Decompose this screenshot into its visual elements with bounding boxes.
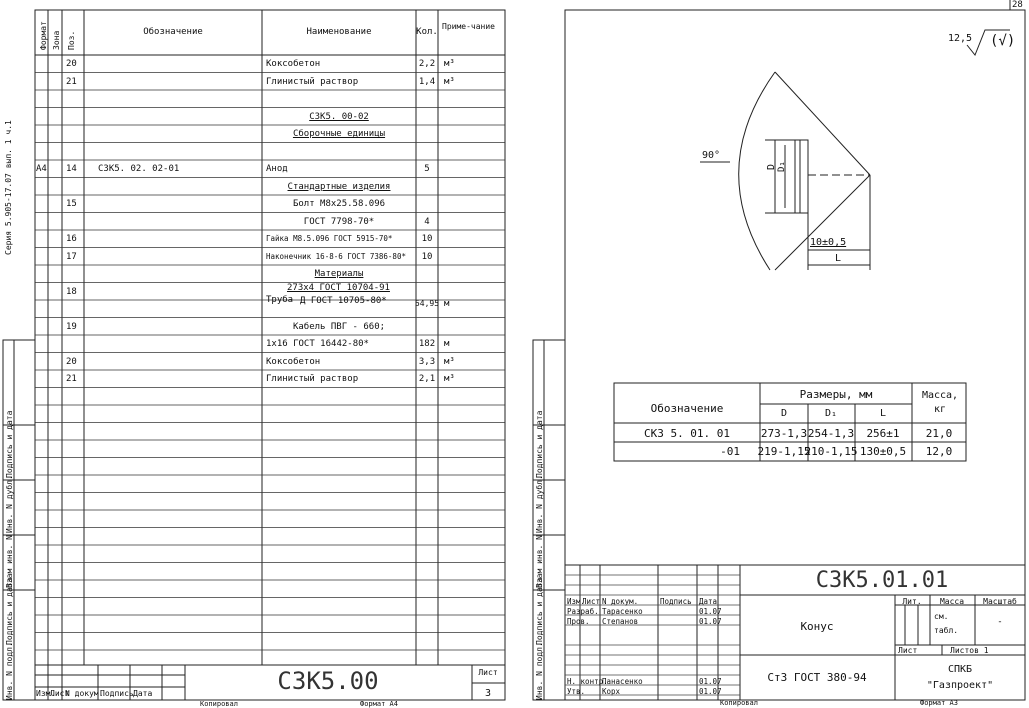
row-note: м [444, 298, 450, 309]
row-name: Кабель ПВГ - 660; [292, 321, 386, 332]
row-name: 1х16 ГОСТ 16442-80* [266, 339, 369, 349]
left-footer-copied: Копировал [200, 700, 238, 708]
right-side-stamp-3: Взам инв. N [535, 535, 544, 588]
row-name: СЗК5. 00-02 [309, 111, 369, 122]
role-date: 01.07 [699, 687, 722, 696]
tb-sheets: Листов 1 [950, 646, 989, 655]
header-name: Наименование [306, 27, 372, 37]
side-series: Серия 5.905-17.07 вып. 1 ч.1 [4, 120, 13, 255]
side-stamp-2: Подпись и дата [5, 577, 14, 645]
header-zone: Зона [52, 30, 61, 50]
tb-scale-val: - [997, 617, 1003, 627]
row-note: м [444, 339, 450, 349]
row-pos: 17 [66, 251, 77, 262]
param-cell-D: 273-1,3 [760, 427, 808, 440]
row-qty: 10 [421, 234, 433, 244]
right-footer-format: Формат А3 [920, 699, 958, 707]
sheet-number: 3 [484, 688, 492, 699]
param-cell-mass: 12,0 [925, 445, 953, 458]
param-h-sizes: Размеры, мм [799, 388, 873, 401]
side-stamp-4: Инв. N дубл. [5, 475, 14, 533]
param-h-designation: Обозначение [650, 402, 724, 415]
row-designation: СЗК5. 02. 02-01 [98, 164, 180, 174]
side-stamp-3: Взам инв. N [5, 535, 14, 588]
header-pos: Поз. [67, 30, 76, 50]
row-name: ГОСТ 7798-70* [303, 216, 375, 227]
row-name: Коксобетон [266, 356, 321, 367]
role-name: Степанов [602, 617, 639, 626]
row-pos: 15 [66, 199, 77, 209]
part-name: Конус [800, 620, 834, 633]
row-qty: 5 [424, 164, 430, 174]
header-format: Формат [39, 21, 48, 50]
param-h-D: D [780, 408, 788, 419]
row-qty: 10 [421, 251, 433, 262]
tb-sheet: Лист [898, 646, 918, 655]
row-name: Коксобетон [266, 59, 321, 69]
row-name: Наконечник 16-8-6 ГОСТ 7386-80* [266, 251, 406, 261]
row-pos: 19 [66, 321, 77, 332]
tb-lit: Лит. [902, 597, 922, 606]
right-doc-title: СЗК5.01.01 [815, 568, 949, 593]
param-cell-desig: -01 [720, 445, 740, 458]
bottom-col-list: Лист [50, 689, 70, 698]
param-h-mass: Масса, кг [921, 390, 959, 415]
role-date: Дата [699, 597, 718, 606]
role-role: Разраб. [567, 607, 599, 616]
role-role: Пров. [567, 617, 590, 626]
row-qty: 3,3 [418, 356, 436, 367]
row-name: Материалы [314, 269, 364, 279]
row-pos: 18 [66, 286, 77, 297]
row-pos: 21 [66, 76, 77, 87]
role-name: Панасенко [602, 677, 643, 686]
role-date: 01.07 [699, 677, 722, 686]
sheet-label: Лист [478, 668, 498, 677]
bottom-col-sign: Подпись [100, 689, 134, 698]
row-pos: 20 [66, 59, 77, 69]
tb-scale: Масштаб [983, 597, 1017, 606]
param-cell-D1: 254-1,3 [807, 427, 855, 440]
row-qty: 2,2 [418, 59, 436, 69]
row-name: Анод [266, 164, 288, 174]
row-pos: 21 [66, 374, 77, 384]
role-name: Тарасенко [602, 607, 643, 616]
role-date: 01.07 [699, 607, 722, 616]
roughness-value: 12,5 [948, 33, 973, 44]
param-cell-mass: 21,0 [925, 427, 953, 440]
role-doc: N докум. [602, 597, 639, 606]
row-name-line2: Д ГОСТ 10705-80* [300, 295, 387, 306]
part-material: Ст3 ГОСТ 380-94 [767, 671, 867, 684]
right-side-stamp-2: Подпись и дата [535, 577, 544, 645]
role-sig: Подпись [660, 597, 692, 606]
row-pos: 14 [66, 164, 77, 174]
bottom-col-doc: N докум. [65, 689, 104, 698]
role-sheet: Лист [582, 597, 601, 606]
right-side-stamp-1: Инв. N подл. [535, 642, 544, 700]
param-h-D1: D₁ [824, 408, 838, 419]
row-qty: 182 [418, 339, 436, 349]
row-qty: 54,95 [414, 298, 440, 308]
bottom-col-izm: Изм. [36, 689, 56, 698]
row-name: Сборочные единицы [292, 129, 386, 139]
header-qty: Кол. [416, 27, 438, 37]
right-side-stamp-5: Подпись и дата [535, 410, 544, 478]
page-corner-number: 28 [1012, 0, 1023, 10]
tb-org1: СПКБ [947, 664, 973, 675]
angle-label: 90° [702, 150, 721, 161]
row-note: м³ [444, 76, 455, 87]
side-stamp-1: Инв. N подл. [5, 642, 14, 700]
row-name: Глинистый раствор [266, 374, 359, 384]
tb-mass: Масса [939, 597, 965, 606]
param-cell-L: 130±0,5 [859, 445, 907, 458]
param-cell-D1: 210-1,15 [804, 445, 858, 458]
bottom-col-date: Дата [133, 689, 153, 698]
role-role: Изм. [567, 597, 586, 606]
left-doc-title: СЗК5.00 [277, 667, 379, 695]
row-qty: 2,1 [418, 374, 436, 384]
row-pos: 20 [66, 356, 77, 367]
row-note: м³ [444, 374, 455, 384]
row-name: Гайка М8.5.096 ГОСТ 5915-70* [266, 234, 393, 243]
dim-L: L [834, 253, 842, 264]
right-side-stamp-4: Инв. N дубл. [535, 475, 544, 533]
dim-10: 10±0,5 [810, 237, 847, 248]
param-h-L: L [879, 408, 887, 419]
param-cell-desig: СКЗ 5. 01. 01 [643, 427, 731, 440]
row-name: Стандартные изделия [287, 181, 391, 192]
dim-D1: D₁ [777, 161, 787, 172]
row-name-prefix: Труба [266, 294, 294, 305]
role-date: 01.07 [699, 617, 722, 626]
right-footer-copied: Копировал [720, 699, 758, 707]
row-qty: 1,4 [418, 76, 436, 87]
tb-mass-val: см. табл. [934, 612, 959, 635]
row-note: м³ [444, 356, 455, 367]
dim-D: D [766, 163, 777, 170]
side-stamp-5: Подпись и дата [5, 410, 14, 478]
role-name: Корх [602, 687, 621, 696]
row-format: А4 [36, 164, 47, 174]
header-note: Приме-чание [442, 22, 495, 31]
param-cell-D: 219-1,15 [757, 445, 811, 458]
row-note: м³ [444, 59, 455, 69]
left-footer-format: Формат А4 [360, 700, 398, 708]
row-pos: 16 [66, 234, 77, 244]
param-cell-L: 256±1 [866, 427, 900, 440]
row-name: Болт М8х25.58.096 [292, 199, 386, 209]
row-name: Глинистый раствор [266, 76, 359, 87]
tb-org2: "Газпроект" [926, 680, 994, 691]
roughness-paren: (√) [990, 33, 1016, 49]
role-role: Н. контр. [567, 677, 608, 686]
row-name-line1: 273х4 ГОСТ 10704-91 [287, 282, 390, 293]
role-role: Утв. [567, 687, 586, 696]
header-designation: Обозначение [143, 27, 203, 37]
row-qty: 4 [424, 216, 430, 227]
